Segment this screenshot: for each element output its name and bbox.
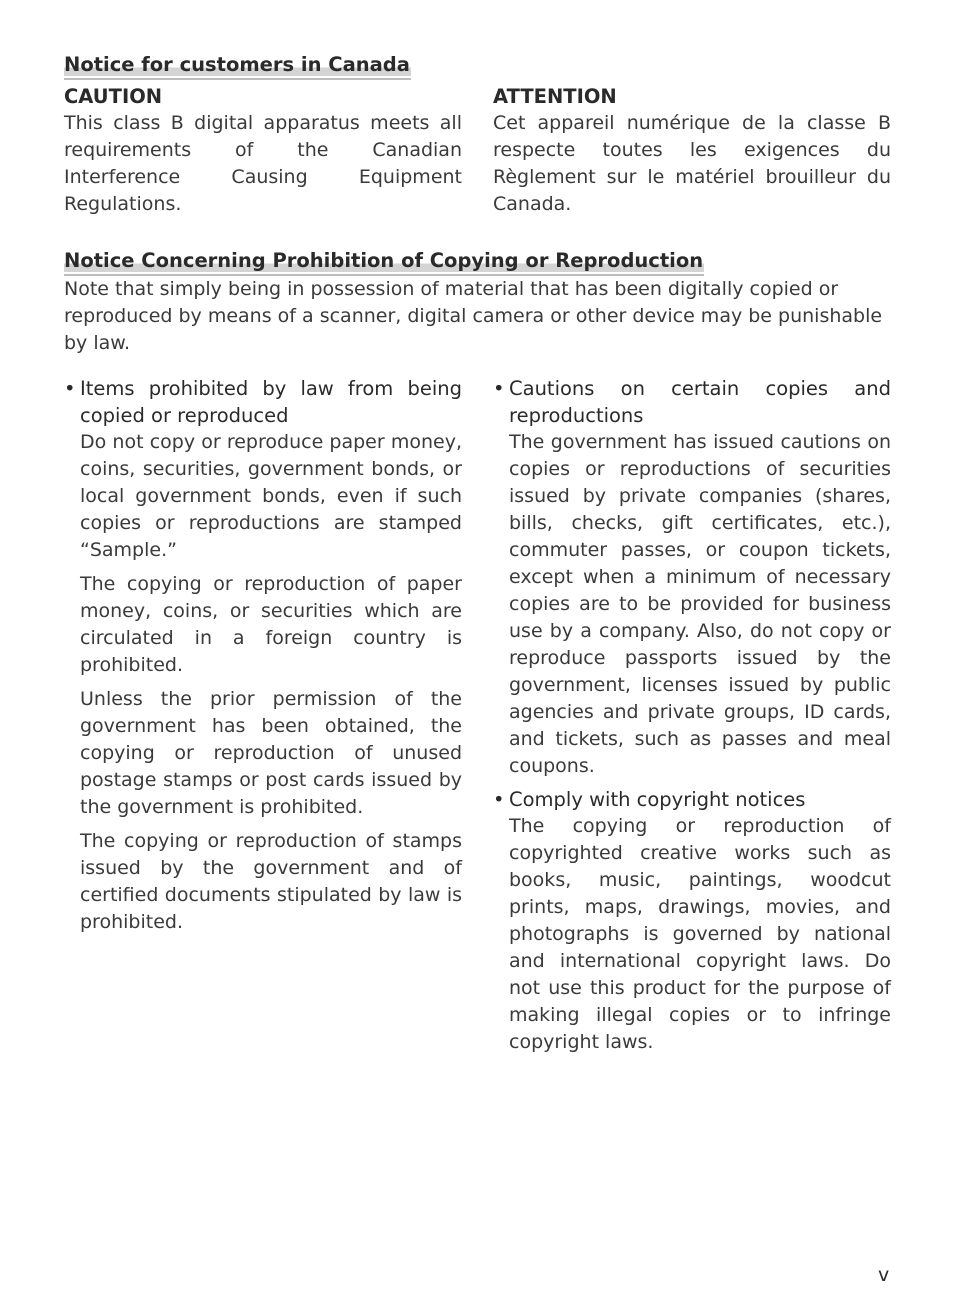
copying-bullets-columns (64, 375, 891, 1062)
cautions-title: Cautions on certain copies and reproductions (509, 377, 891, 427)
attention-column (493, 80, 891, 218)
caution-text: This class B digital apparatus meets all requirements of the Canadian Interference Causing Equipment Regulations. (64, 112, 462, 215)
caution-column (64, 80, 462, 218)
caution-title: CAUTION (64, 85, 163, 108)
prohibited-paragraph: Unless the prior permission of the government has been obtained, the copying or reproduction of unused postage stamps or post cards issued by the government is prohibited. (80, 688, 462, 818)
prohibited-items-title: Items prohibited by law from being copied or reproduced (80, 377, 462, 427)
cautions-paragraph: The government has issued cautions on copies or reproductions of securities issued by private companies (shares, bills, checks, gift certificates, etc.), commuter passes, or coupon tickets, except when a minimum of necessary copies are to be provided for business use by a company. Also, do not copy or reproduce passports issued by the government, licenses issued by public agencies and private groups, ID cards, and tickets, such as passes and meal coupons. (509, 431, 891, 777)
bullet-icon: • (493, 788, 505, 811)
copyright-title: Comply with copyright notices (509, 788, 806, 811)
prohibited-paragraph: The copying or reproduction of stamps issued by the government and of certified documents stipulated by law is prohibited. (80, 830, 462, 933)
cautions-bullet (493, 375, 891, 780)
bullet-icon: • (64, 377, 76, 400)
attention-title: ATTENTION (493, 85, 617, 108)
canada-notice-heading: Notice for customers in Canada (64, 52, 411, 80)
canada-notice-columns (64, 80, 891, 218)
page-number: v (878, 1264, 890, 1286)
prohibited-paragraph: The copying or reproduction of paper money, coins, or securities which are circulated in a foreign country is prohibited. (80, 573, 462, 676)
copying-notice-intro: Note that simply being in possession of material that has been digitally copied or reproduced by means of a scanner, digital camera or other device may be punishable by law. (64, 278, 883, 354)
attention-text: Cet appareil numérique de la classe B respecte toutes les exigences du Règlement sur le matériel brouilleur du Canada. (493, 112, 891, 215)
copyright-bullet (493, 786, 891, 1056)
left-bullet-column (64, 375, 462, 1062)
prohibited-items-bullet (64, 375, 462, 936)
right-bullet-column (493, 375, 891, 1062)
document-page (64, 52, 891, 1062)
canada-notice-section (64, 52, 891, 218)
copyright-paragraph: The copying or reproduction of copyrighted creative works such as books, music, paintings, woodcut prints, maps, drawings, movies, and photographs is governed by national and international copyright laws. Do not use this product for the purpose of making illegal copies or to infringe copyright laws. (509, 815, 891, 1053)
copying-notice-heading: Notice Concerning Prohibition of Copying or Reproduction (64, 248, 704, 276)
copying-notice-section (64, 248, 891, 357)
prohibited-paragraph: Do not copy or reproduce paper money, coins, securities, government bonds, or local government bonds, even if such copies or reproductions are stamped “Sample.” (80, 431, 462, 561)
bullet-icon: • (493, 377, 505, 400)
